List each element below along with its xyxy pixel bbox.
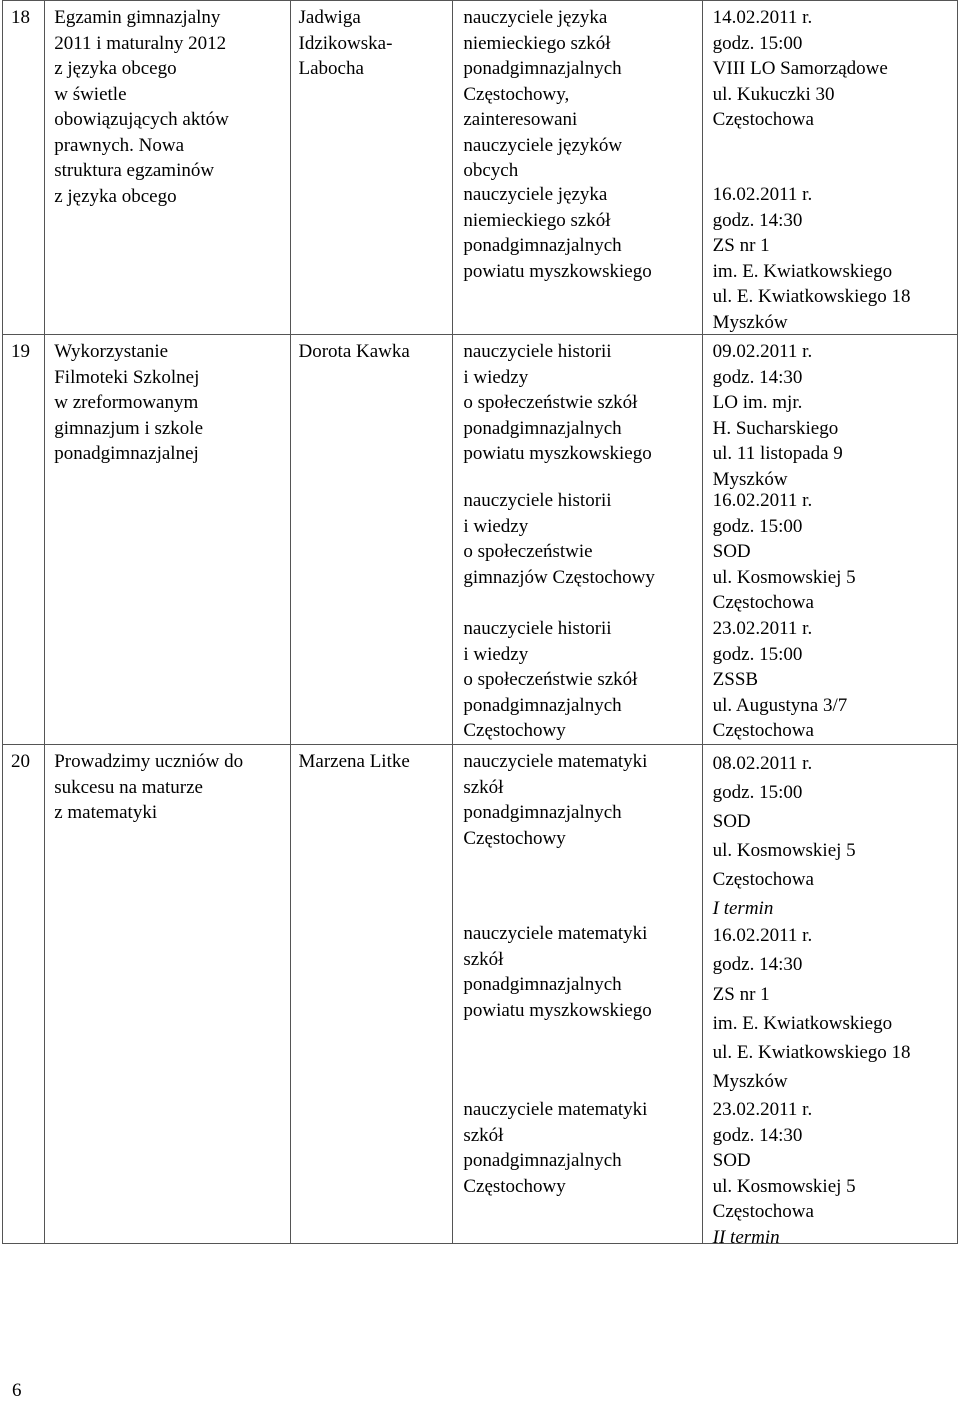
lecturer-cell (290, 335, 453, 745)
term-label: II termin (712, 1226, 780, 1248)
audience-block (453, 1, 701, 182)
audience-block (453, 616, 701, 744)
address-line: ul. E. Kwiatkowskiego 18 (712, 286, 911, 307)
row-number: 18 (11, 7, 30, 28)
time-line: godz. 14:30 (712, 1124, 803, 1146)
city-line: Myszków (712, 1071, 788, 1093)
time-line: godz. 15:00 (712, 643, 803, 665)
audience-line: Częstochowy, (463, 83, 570, 105)
course-title-line: w świetle (54, 83, 127, 105)
audience-line: nauczyciele historii (463, 490, 612, 511)
audience-line: Częstochowy (463, 720, 566, 741)
table-row (3, 1, 958, 335)
audience-line: i wiedzy (463, 515, 529, 537)
address-line: ul. E. Kwiatkowskiego 18 (712, 1042, 911, 1064)
audience-line: nauczyciele języka (463, 184, 608, 205)
audience-block (453, 745, 701, 921)
venue-line: SOD (712, 1150, 751, 1171)
date-location-block (703, 1, 957, 182)
date-line: 16.02.2011 r. (712, 490, 813, 511)
row-number: 20 (11, 751, 30, 772)
time-line: godz. 14:30 (712, 209, 803, 231)
audience-line: Częstochowy (463, 827, 566, 849)
course-title-line: sukcesu na maturze (54, 776, 203, 798)
lecturer-name-line: Idzikowska- (298, 32, 393, 54)
audience-line: o społeczeństwie (463, 541, 593, 562)
audience-line: niemieckiego szkół (463, 209, 611, 231)
lecturer-name-line: Jadwiga (298, 7, 361, 28)
audience-line: ponadgimnazjalnych (463, 974, 622, 995)
venue-line: im. E. Kwiatkowskiego (712, 1012, 893, 1034)
audience-line: ponadgimnazjalnych (463, 417, 622, 439)
audience-line: i wiedzy (463, 643, 529, 665)
address-line: ul. Kukuczki 30 (712, 83, 835, 105)
course-title-cell (45, 335, 290, 745)
date-line: 08.02.2011 r. (712, 753, 813, 774)
date-line: 23.02.2011 r. (712, 618, 813, 639)
term-label: I termin (712, 898, 774, 919)
audience-line: nauczyciele języka (463, 7, 608, 28)
audience-line: gimnazjów Częstochowy (463, 566, 655, 588)
city-line: Częstochowa (712, 592, 814, 613)
address-line: ul. Kosmowskiej 5 (712, 1175, 856, 1197)
address-line: ul. Kosmowskiej 5 (712, 566, 856, 588)
audience-line: szkół (463, 948, 504, 970)
time-line: godz. 15:00 (712, 782, 803, 803)
date-location-block (703, 745, 957, 921)
date-location-cell (702, 1, 957, 335)
audience-line: nauczyciele języków (463, 134, 623, 156)
audience-cell (453, 335, 702, 745)
date-line: 16.02.2011 r. (712, 925, 813, 946)
audience-line: ponadgimnazjalnych (463, 1150, 622, 1171)
date-line: 09.02.2011 r. (712, 341, 813, 362)
audience-block (453, 335, 701, 488)
course-title-line: prawnych. Nowa (54, 134, 185, 156)
audience-block (453, 182, 701, 334)
venue-line: ZSSB (712, 669, 759, 690)
date-location-block (703, 616, 957, 744)
audience-line: obcych (463, 160, 519, 181)
lecturer-cell (290, 1, 453, 335)
audience-line: o społeczeństwie szkół (463, 392, 638, 413)
date-location-block (703, 182, 957, 334)
row-number-cell (3, 1, 45, 335)
venue-line: ZS nr 1 (712, 235, 770, 256)
table-row (3, 335, 958, 745)
date-line: 14.02.2011 r. (712, 7, 813, 28)
course-title-line: Egzamin gimnazjalny (54, 7, 221, 28)
venue-line: VIII LO Samorządowe (712, 58, 888, 79)
course-title-line: w zreformowanym (54, 392, 199, 413)
course-title-line: Wykorzystanie (54, 341, 169, 362)
date-line: 23.02.2011 r. (712, 1099, 813, 1120)
course-title-line: obowiązujących aktów (54, 109, 229, 130)
address-line: ul. Augustyna 3/7 (712, 694, 848, 716)
city-line: Częstochowa (712, 720, 814, 741)
audience-line: niemieckiego szkół (463, 32, 611, 54)
audience-line: Częstochowy (463, 1175, 566, 1197)
audience-line: nauczyciele matematyki (463, 1099, 648, 1120)
address-line: ul. 11 listopada 9 (712, 443, 843, 464)
course-title-line: gimnazjum i szkole (54, 417, 204, 439)
course-title-line: ponadgimnazjalnej (54, 443, 199, 464)
venue-line: H. Sucharskiego (712, 417, 839, 439)
audience-line: ponadgimnazjalnych (463, 694, 622, 716)
city-line: Częstochowa (712, 109, 814, 130)
course-title-line: 2011 i maturalny 2012 (54, 32, 227, 54)
city-line: Częstochowa (712, 1201, 814, 1222)
training-schedule-table (2, 0, 958, 1248)
date-location-cell (702, 335, 957, 745)
course-title-line: z języka obcego (54, 185, 177, 207)
city-line: Myszków (712, 468, 788, 490)
date-location-block (703, 921, 957, 1097)
course-title-line: z matematyki (54, 802, 158, 823)
audience-line: nauczyciele matematyki (463, 751, 648, 772)
audience-line: ponadgimnazjalnych (463, 802, 622, 823)
audience-line: powiatu myszkowskiego (463, 443, 652, 464)
audience-line: powiatu myszkowskiego (463, 260, 652, 282)
row-number-cell (3, 335, 45, 745)
time-line: godz. 14:30 (712, 954, 803, 976)
lecturer-cell (290, 745, 453, 1244)
audience-line: nauczyciele historii (463, 341, 612, 362)
course-title-line: struktura egzaminów (54, 160, 215, 181)
audience-line: szkół (463, 1124, 504, 1146)
course-title-line: Filmoteki Szkolnej (54, 366, 200, 388)
date-location-block (703, 488, 957, 616)
audience-line: ponadgimnazjalnych (463, 58, 622, 79)
audience-cell (453, 745, 702, 1244)
lecturer-name-line: Dorota Kawka (298, 341, 410, 362)
audience-line: ponadgimnazjalnych (463, 235, 622, 256)
audience-line: nauczyciele matematyki (463, 923, 648, 944)
audience-cell (453, 1, 702, 335)
page-number: 6 (12, 1380, 22, 1401)
audience-line: szkół (463, 776, 504, 798)
time-line: godz. 14:30 (712, 366, 803, 388)
venue-line: SOD (712, 541, 751, 562)
lecturer-name-line: Labocha (298, 58, 364, 79)
audience-line: nauczyciele historii (463, 618, 612, 639)
city-line: Częstochowa (712, 869, 814, 890)
address-line: ul. Kosmowskiej 5 (712, 840, 856, 861)
audience-line: o społeczeństwie szkół (463, 669, 638, 690)
date-location-block (703, 1097, 957, 1248)
venue-line: ZS nr 1 (712, 983, 770, 1005)
audience-line: zainteresowani (463, 109, 578, 130)
course-title-cell (45, 1, 290, 335)
date-line: 16.02.2011 r. (712, 184, 813, 205)
course-title-line: Prowadzimy uczniów do (54, 751, 244, 772)
audience-block (453, 488, 701, 616)
row-number: 19 (11, 341, 30, 362)
venue-line: LO im. mjr. (712, 392, 803, 413)
table-row (3, 745, 958, 1244)
venue-line: SOD (712, 811, 751, 832)
audience-line: powiatu myszkowskiego (463, 999, 652, 1021)
course-title-cell (45, 745, 290, 1244)
date-location-block (703, 335, 957, 488)
course-title-line: z języka obcego (54, 58, 177, 79)
audience-block (453, 1097, 701, 1243)
date-location-cell (702, 745, 957, 1248)
venue-line: im. E. Kwiatkowskiego (712, 260, 893, 282)
audience-line: i wiedzy (463, 366, 529, 388)
time-line: godz. 15:00 (712, 515, 803, 537)
lecturer-name-line: Marzena Litke (298, 751, 410, 772)
audience-block (453, 921, 701, 1097)
row-number-cell (3, 745, 45, 1244)
time-line: godz. 15:00 (712, 32, 803, 54)
city-line: Myszków (712, 311, 788, 333)
